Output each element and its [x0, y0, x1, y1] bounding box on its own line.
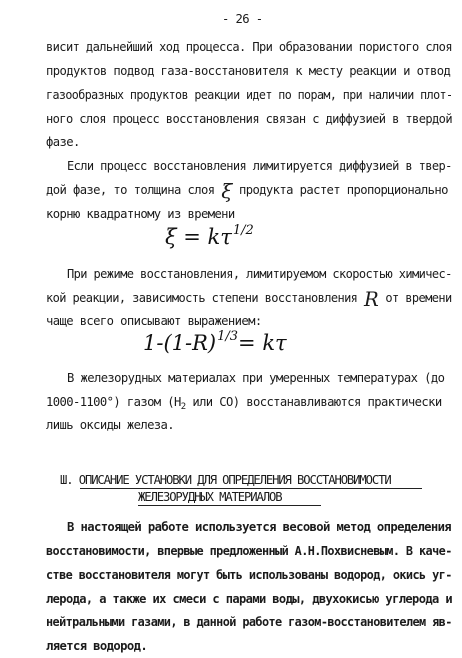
- para1-line-3: газообразных продуктов реакции идет по порам, при наличии плот-: [46, 88, 453, 102]
- para3-line-2-start: кой реакции, зависимость степени восстановления: [46, 291, 358, 305]
- para2-line-1: Если процесс восстановления лимитируется диффузией в твер-: [67, 159, 452, 173]
- para3-line-2: [46, 287, 452, 311]
- para2-line-2-end: продукта растет пропорционально: [238, 183, 448, 197]
- para5-line-5: нейтральными газами, в данной работе газом-восстановителем яв-: [46, 615, 452, 629]
- section-heading-line-1: Ш. ОПИСАНИЕ УСТАНОВКИ ДЛЯ ОПРЕДЕЛЕНИЯ ВОССТАНОВИМОСТИ: [60, 473, 391, 487]
- para1-line-4: ного слоя процесс восстановления связан с диффузией в твердой: [46, 112, 452, 126]
- formula1-exponent: 1/2: [232, 223, 254, 238]
- heading-underline-2: [138, 505, 321, 506]
- para3-line-1: При режиме восстановления, лимитируемом скоростью химичес-: [67, 267, 452, 281]
- formula1-main: ξ = kτ: [165, 225, 232, 249]
- para5-line-1: В настоящей работе используется весовой метод определения: [67, 520, 452, 534]
- r-symbol: R: [363, 287, 379, 311]
- formula-reduction-degree: [143, 331, 287, 355]
- para1-line-5: фазе.: [46, 135, 80, 149]
- xi-symbol: ξ: [221, 179, 233, 203]
- para5-line-2: восстановимости, впервые предложенный А.Н.Похвисневым. В каче-: [46, 544, 452, 558]
- para2-line-3: корню квадратному из времени: [46, 207, 235, 221]
- formula2-part1: 1-(1-R): [143, 331, 217, 355]
- para5-line-3: стве восстановителя могут быть использованы водород, окись уг-: [46, 568, 452, 582]
- para3-line-3: чаще всего описывают выражением:: [46, 314, 262, 328]
- heading-underline-1: [80, 488, 422, 489]
- para4-line-2-start: 1000-1100°) газом (H: [46, 395, 181, 409]
- para2-line-2-start: дой фазе, то толщина слоя: [46, 183, 215, 197]
- formula2-exponent: 1/3: [217, 329, 239, 344]
- para5-line-4: лерода, а также их смеси с парами воды, двухокисью углерода и: [46, 592, 452, 606]
- para4-line-2: [46, 395, 442, 411]
- para5-line-6: ляется водород.: [46, 639, 148, 653]
- para1-line-1: висит дальнейший ход процесса. При образовании пористого слоя: [46, 40, 452, 54]
- para4-line-1: В железорудных материалах при умеренных температурах (до: [67, 371, 445, 385]
- para3-line-2-end: от времени: [385, 291, 452, 305]
- para2-line-2: [46, 179, 448, 203]
- formula2-part2: = kτ: [238, 331, 287, 355]
- para4-line-2-end: или CO) восстанавливаются практически: [185, 395, 442, 409]
- para1-line-2: продуктов подвод газа-восстановителя к месту реакции и отвод: [46, 64, 451, 78]
- h2-subscript: 2: [180, 402, 186, 412]
- para4-line-3: лишь оксиды железа.: [46, 418, 175, 432]
- formula-xi-sqrt-time: [165, 225, 254, 249]
- section-heading-line-2: ЖЕЛЕЗОРУДНЫХ МАТЕРИАЛОВ: [138, 490, 282, 504]
- page-number: - 26 -: [222, 12, 263, 26]
